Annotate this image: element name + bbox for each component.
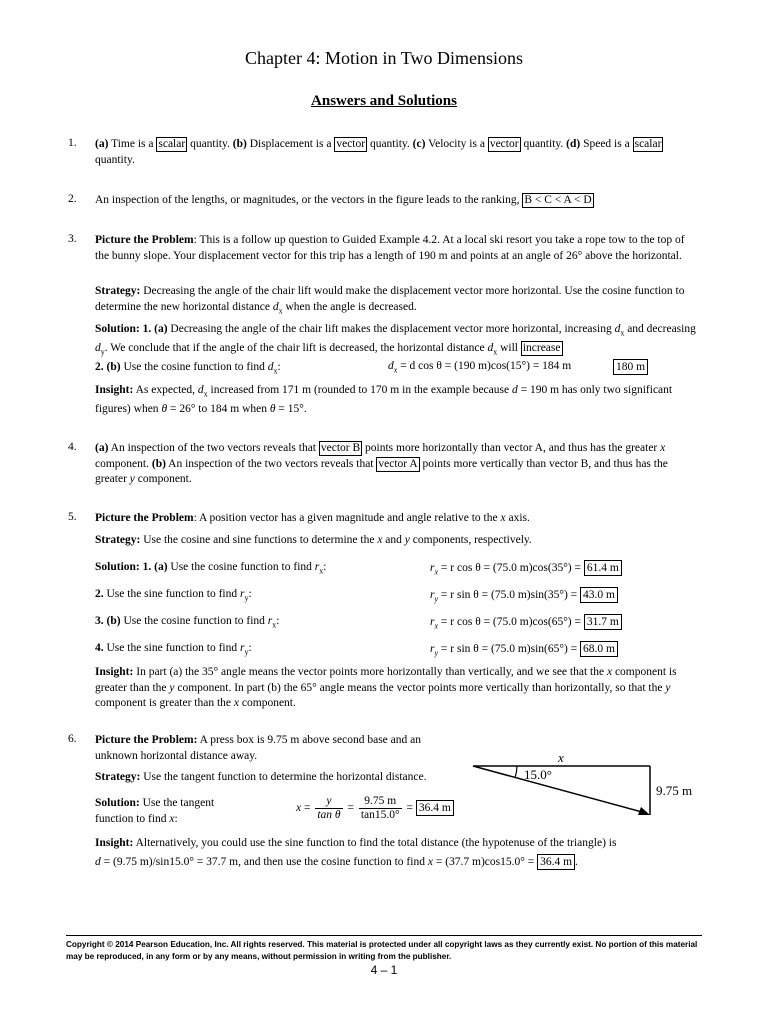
fraction-denominator: tan θ bbox=[317, 809, 341, 821]
subscript: x bbox=[620, 328, 625, 338]
variable: r bbox=[240, 642, 245, 654]
equation-text: = r sin θ = (75.0 m)sin(35°) = bbox=[438, 589, 581, 601]
text: Use the sine function to find bbox=[103, 588, 241, 600]
variable: r bbox=[314, 561, 320, 573]
problem-5-equation bbox=[430, 614, 622, 630]
text: : bbox=[248, 588, 252, 600]
part-label: (c) bbox=[412, 138, 426, 150]
text: component is greater than the bbox=[95, 697, 234, 709]
problem-number: 1. bbox=[68, 137, 77, 149]
problem-6-insight-equation bbox=[95, 854, 578, 870]
text: and decreasing bbox=[624, 323, 696, 335]
answer-box: scalar bbox=[158, 138, 186, 150]
answer-box: 180 m bbox=[613, 359, 648, 375]
problem-number: 6. bbox=[68, 733, 77, 745]
variable: r bbox=[430, 616, 435, 628]
variable: d bbox=[487, 341, 494, 354]
strategy-label: Strategy: bbox=[95, 534, 141, 546]
answer-box: 43.0 m bbox=[580, 587, 618, 603]
strategy-label: Strategy: bbox=[95, 771, 141, 783]
problem-5-picture bbox=[95, 511, 700, 527]
subscript: x bbox=[393, 365, 398, 375]
strategy-label: Strategy: bbox=[95, 285, 141, 297]
variable: y bbox=[665, 681, 671, 694]
problem-3-step2 bbox=[95, 360, 395, 379]
problem-5-step bbox=[95, 641, 415, 660]
height-value: 9.75 m bbox=[656, 783, 693, 798]
text: points more vertically than vector B, and thus has the greater bbox=[95, 457, 668, 485]
section-subtitle: Answers and Solutions bbox=[311, 93, 457, 109]
step-label: 3. (b) bbox=[95, 615, 121, 627]
problem-3-answer bbox=[613, 359, 648, 375]
variable: x bbox=[660, 442, 666, 454]
text: quantity. bbox=[95, 153, 135, 166]
fraction bbox=[315, 795, 342, 822]
insight-label: Insight: bbox=[95, 837, 134, 849]
problem-4 bbox=[95, 441, 695, 488]
text: points more horizontally than vector A, and thus has the greater bbox=[362, 442, 661, 454]
variable: d bbox=[197, 384, 204, 396]
text: : This is a follow up question to Guided Example 4.2. At a local ski resort you take a rope tow to the top of the bunny slope. Your displacement vector for this trip has a length of 190 m and points at an angle of 26° above the horizontal. bbox=[95, 234, 685, 262]
answer-box: 36.4 m bbox=[537, 854, 575, 870]
text: and then use the cosine function to find bbox=[241, 856, 428, 868]
problem-5-equation bbox=[430, 560, 622, 576]
answer-box: 61.4 m bbox=[584, 560, 622, 576]
subscript: y bbox=[434, 594, 439, 604]
subscript: x bbox=[272, 620, 277, 630]
text: As expected, bbox=[133, 384, 198, 396]
text: component. bbox=[95, 457, 152, 470]
subscript: y bbox=[434, 648, 439, 658]
text: Use the tangent function to determine the horizontal distance. bbox=[140, 771, 427, 783]
text: : bbox=[277, 361, 281, 373]
page-number: 4 – 1 bbox=[370, 963, 398, 977]
answer-box: 36.4 m bbox=[416, 800, 454, 816]
text: An inspection of the lengths, or magnitudes, or the vectors in the figure leads to the ranking, bbox=[95, 194, 523, 206]
problem-5-equation bbox=[430, 587, 618, 603]
answer-box: vector bbox=[489, 138, 519, 150]
variable: x bbox=[377, 534, 383, 546]
copyright-notice: Copyright © 2014 Pearson Education, Inc. All rights reserved. This material is protected under all copyright laws as they currently exist. No portion of this material may be reproduced, in any form or by any means, without permission in writing from the publisher. bbox=[66, 940, 698, 961]
variable: d bbox=[614, 323, 621, 335]
text: Use the cosine function to find bbox=[120, 615, 268, 627]
insight-label: Insight: bbox=[95, 666, 134, 678]
answer-box: B < C < A < D bbox=[524, 194, 592, 206]
text: : bbox=[248, 642, 252, 654]
hypotenuse-line bbox=[473, 766, 642, 812]
answer-box: vector bbox=[336, 138, 366, 150]
problem-3-strategy bbox=[95, 284, 700, 318]
problem-3-solution bbox=[95, 322, 700, 360]
step-label: Solution: 1. (a) bbox=[95, 561, 168, 573]
text: and bbox=[382, 534, 405, 546]
fraction bbox=[359, 795, 402, 822]
variable: θ bbox=[269, 402, 276, 415]
angle-value: 15.0° bbox=[524, 767, 552, 782]
problem-number: 3. bbox=[68, 233, 77, 245]
subscript: x bbox=[434, 621, 439, 631]
picture-the-problem-label: Picture the Problem: bbox=[95, 734, 198, 746]
problem-number: 4. bbox=[68, 441, 77, 453]
equation-text: = r cos θ = (75.0 m)cos(35°) = bbox=[438, 562, 584, 574]
text: Decreasing the angle of the chair lift makes the displacement vector more horizontal, increasing bbox=[167, 323, 615, 335]
problem-6-picture bbox=[95, 733, 457, 764]
insight-label: Insight: bbox=[95, 384, 134, 396]
variable: r bbox=[430, 562, 435, 574]
subscript: x bbox=[319, 566, 324, 576]
variable: y bbox=[169, 681, 175, 694]
answer-box: vector B bbox=[320, 442, 361, 454]
problem-number: 5. bbox=[68, 511, 77, 523]
problem-2 bbox=[95, 193, 715, 209]
text: quantity. bbox=[367, 138, 413, 150]
subscript: x bbox=[203, 389, 208, 399]
variable: d bbox=[267, 361, 274, 373]
step-label: 2. (b) bbox=[95, 361, 121, 373]
variable: d bbox=[272, 300, 279, 313]
subscript: y bbox=[100, 347, 105, 357]
part-label: (b) bbox=[151, 457, 166, 470]
problem-5-insight bbox=[95, 665, 700, 712]
text: : bbox=[276, 615, 280, 627]
answer-box: scalar bbox=[634, 138, 662, 150]
problem-5-step bbox=[95, 614, 415, 633]
equation-text: = (37.7 m)cos15.0° = bbox=[432, 856, 538, 868]
text: . bbox=[575, 856, 578, 868]
text: component. In part (b) the 65° angle means the vector points more vertically than horizontally, so that the bbox=[174, 681, 666, 694]
variable: x bbox=[427, 856, 433, 868]
text: Decreasing the angle of the chair lift would make the displacement vector more horizontal. Use the cosine function to determine the new horizontal distance bbox=[95, 285, 685, 313]
text: An inspection of the two vectors reveals that bbox=[165, 457, 377, 470]
picture-the-problem-label: Picture the Problem bbox=[95, 234, 194, 246]
answer-box: 68.0 m bbox=[580, 641, 618, 657]
variable: θ bbox=[161, 402, 168, 415]
text: Displacement is a bbox=[246, 138, 335, 150]
problem-3-insight bbox=[95, 383, 700, 417]
variable: d bbox=[95, 856, 101, 868]
problem-6-insight bbox=[95, 836, 700, 852]
fraction-denominator: tan15.0° bbox=[360, 809, 400, 821]
equation-text: = (9.75 m)/sin15.0° = 37.7 m, bbox=[100, 856, 241, 868]
text: Speed is a bbox=[580, 138, 633, 150]
problem-6-strategy bbox=[95, 770, 465, 786]
figure-height-label bbox=[656, 783, 692, 799]
text: Alternatively, you could use the sine function to find the total distance (the hypotenuse of the triangle) is bbox=[133, 837, 617, 849]
variable: y bbox=[129, 473, 135, 485]
text: quantity. bbox=[520, 138, 567, 150]
problem-3-picture bbox=[95, 233, 700, 264]
answer-box: 31.7 m bbox=[584, 614, 622, 630]
text: Time is a bbox=[108, 138, 157, 150]
variable: d bbox=[511, 384, 518, 396]
part-label: (a) bbox=[95, 442, 109, 454]
text: : bbox=[174, 812, 178, 825]
variable: y bbox=[404, 534, 410, 546]
text: = 190 m has only two significant figures) when bbox=[95, 384, 673, 415]
part-label: (b) bbox=[232, 138, 247, 150]
text: Use the tangent function to find bbox=[95, 797, 215, 825]
text: = 26° to 184 m when bbox=[167, 402, 270, 415]
problem-number: 2. bbox=[68, 193, 77, 205]
text: component. bbox=[134, 473, 192, 485]
text: In part (a) the 35° angle means the vector points more horizontally than vertically, and we see that the bbox=[133, 666, 607, 678]
equation-text: = r sin θ = (75.0 m)sin(65°) = bbox=[438, 643, 581, 655]
variable: x bbox=[500, 512, 506, 524]
variable: r bbox=[430, 643, 435, 655]
text: component. bbox=[239, 697, 296, 709]
subscript: x bbox=[273, 366, 278, 376]
angle-arc bbox=[515, 766, 517, 778]
text: A press box is 9.75 m above second base and an unknown horizontal distance away. bbox=[95, 734, 421, 762]
variable: d bbox=[95, 341, 101, 354]
variable: r bbox=[240, 588, 245, 600]
problem-5-step bbox=[95, 560, 415, 579]
text: : A position vector has a given magnitude and angle relative to the bbox=[193, 512, 501, 524]
text: Velocity is a bbox=[425, 138, 488, 150]
equation-text: = r cos θ = (75.0 m)cos(65°) = bbox=[438, 616, 584, 628]
step-label: 2. bbox=[95, 588, 104, 600]
figure-angle-label bbox=[524, 767, 552, 783]
text: Use the sine function to find bbox=[103, 642, 241, 654]
text: Use the cosine function to find bbox=[120, 361, 268, 373]
text: components, respectively. bbox=[409, 534, 532, 546]
problem-3-equation bbox=[388, 360, 571, 374]
equals-sign: = bbox=[347, 802, 354, 815]
text: component is greater than the bbox=[95, 666, 677, 694]
answer-box: vector A bbox=[378, 457, 418, 470]
variable: d bbox=[388, 360, 394, 372]
figure-x-label: x bbox=[558, 750, 564, 765]
text: Use the cosine and sine functions to determine the bbox=[140, 534, 378, 546]
answer-box: increase bbox=[522, 341, 561, 354]
text: = 15°. bbox=[275, 402, 307, 415]
text: . We conclude that if the angle of the chair lift is decreased, the horizontal distance bbox=[104, 341, 488, 354]
text: : bbox=[323, 561, 327, 573]
subscript: y bbox=[244, 593, 249, 603]
part-label: (d) bbox=[566, 138, 581, 150]
step-label: 4. bbox=[95, 642, 104, 654]
text: will bbox=[497, 341, 521, 354]
chapter-title: Chapter 4: Motion in Two Dimensions bbox=[245, 48, 523, 68]
text: when the angle is decreased. bbox=[282, 300, 417, 313]
solution-label: Solution: 1. (a) bbox=[95, 323, 168, 335]
subscript: x bbox=[278, 305, 283, 315]
problem-6-solution bbox=[95, 796, 245, 827]
footer-divider bbox=[66, 935, 702, 936]
equation-text: = d cos θ = (190 m)cos(15°) = 184 m bbox=[397, 360, 572, 372]
problem-5-step bbox=[95, 587, 415, 606]
problem-6-equation bbox=[296, 795, 454, 822]
text: increased from 171 m (rounded to 170 m in the example because bbox=[207, 384, 512, 396]
variable: r bbox=[430, 589, 435, 601]
text: quantity. bbox=[187, 138, 233, 150]
problem-5-strategy bbox=[95, 533, 700, 549]
equals-sign: = bbox=[406, 802, 413, 815]
equals-sign: = bbox=[303, 802, 311, 815]
text: axis. bbox=[505, 512, 530, 524]
text: Use the cosine function to find bbox=[167, 561, 315, 573]
text: An inspection of the two vectors reveals that bbox=[108, 442, 319, 454]
variable: x bbox=[296, 802, 302, 815]
picture-the-problem-label: Picture the Problem bbox=[95, 512, 194, 524]
variable: x bbox=[233, 697, 240, 709]
subscript: x bbox=[493, 347, 498, 357]
variable: r bbox=[267, 615, 273, 627]
variable: x bbox=[606, 666, 613, 678]
fraction-numerator: y bbox=[315, 795, 342, 809]
subscript: x bbox=[434, 567, 439, 577]
variable: x bbox=[169, 812, 175, 825]
problem-1 bbox=[95, 137, 695, 168]
solution-label: Solution: bbox=[95, 797, 140, 809]
arrowhead bbox=[638, 807, 650, 815]
fraction-numerator: 9.75 m bbox=[359, 795, 402, 809]
problem-5-equation bbox=[430, 641, 618, 657]
subscript: y bbox=[244, 647, 249, 657]
part-label: (a) bbox=[95, 138, 109, 150]
